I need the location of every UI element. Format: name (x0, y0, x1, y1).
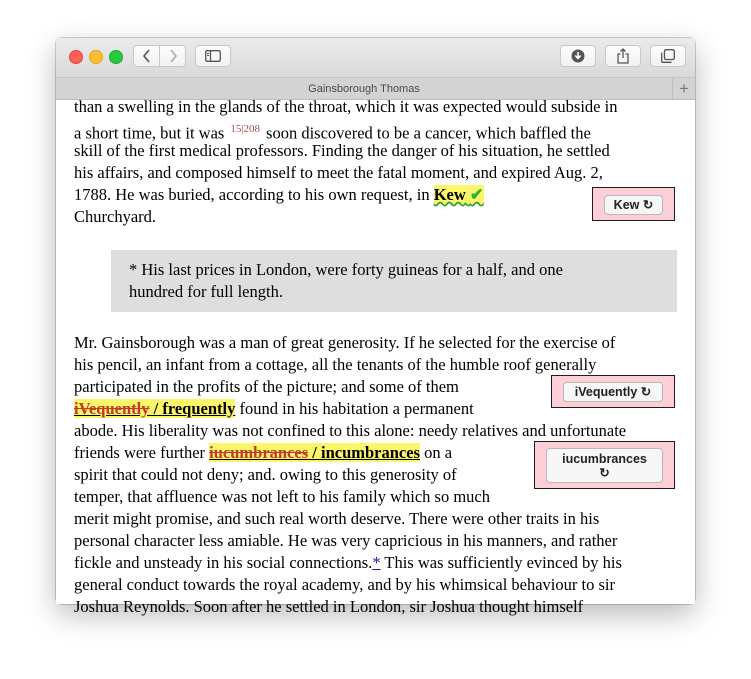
text-line: merit might promise, and such real worth deserve. There were other traits in his (74, 509, 600, 528)
ocr-error-word: iucumbrances (209, 443, 309, 462)
text-line (74, 184, 484, 206)
correction-separator: / (308, 443, 321, 462)
text-line: temper, that affluence was not left to his family which so much (74, 487, 491, 506)
page-marker: 15|208 (230, 123, 261, 135)
text-fragment: 1788. He was buried, according to his own request, in (74, 185, 430, 204)
chevron-right-icon (168, 49, 178, 63)
navigation-buttons (133, 45, 186, 67)
share-button[interactable] (605, 45, 641, 67)
sidebar-icon (205, 50, 221, 62)
corrected-word: frequently (162, 399, 236, 418)
text-fragment: friends were further (74, 443, 210, 462)
page-number-right: 208 (243, 123, 261, 135)
corrected-word: incumbrances (321, 443, 420, 462)
text-line (74, 118, 591, 143)
text-line (74, 552, 622, 574)
text-line: than a swelling in the glands of the throat, which it was expected would subside in (74, 97, 618, 116)
revert-button-label: iucumbrances (562, 452, 647, 466)
ocr-error-word: iVequently (74, 399, 150, 418)
correction-frequently[interactable] (74, 399, 235, 418)
forward-button[interactable] (160, 46, 185, 66)
minimize-window-button[interactable] (89, 50, 103, 64)
text-line: his pencil, an infant from a cottage, all the tenants of the humble roof generally (74, 355, 597, 374)
back-button[interactable] (134, 46, 160, 66)
share-icon (616, 48, 630, 64)
text-line: personal character less amiable. He was very capricious in his manners, and rather (74, 531, 618, 550)
text-line (74, 442, 452, 464)
text-line: Joshua Reynolds. Soon after he settled in London, sir Joshua thought himself (74, 597, 584, 616)
text-line: participated in the profits of the picture; and some of them (74, 377, 459, 396)
word-kew: Kew (433, 185, 466, 204)
text-line: skill of the first medical professors. Finding the danger of his situation, he settled (74, 141, 610, 160)
footnote-line: * His last prices in London, were forty guineas for a half, and one (129, 260, 563, 279)
revert-button-kew[interactable]: Kew ↻ (604, 195, 663, 215)
tab-gainsborough-thomas[interactable]: Gainsborough Thomas (56, 78, 673, 100)
check-icon: ✔ (469, 185, 484, 204)
footnote-box (111, 250, 677, 312)
toolbar (56, 38, 695, 78)
text-fragment: a short time, but it was (74, 123, 225, 143)
text-fragment: soon discovered to be a cancer, which baffled the (266, 123, 591, 143)
browser-window (56, 38, 695, 616)
text-line: spirit that could not deny; and. owing to this generosity of (74, 465, 457, 484)
text-line: abode. His liberality was not confined to this alone: needy relatives and unfortunate (74, 421, 627, 440)
review-box-kew (592, 187, 675, 221)
text-fragment: found in his habitation a permanent (235, 399, 474, 418)
text-line: Churchyard. (74, 207, 157, 226)
review-box-iucumbrances (534, 441, 675, 489)
text-line: general conduct towards the royal academy, and by his whimsical behaviour to sir (74, 575, 615, 594)
download-icon (571, 49, 585, 63)
downloads-button[interactable] (560, 45, 596, 67)
page-number-left: 15 (230, 123, 242, 135)
sidebar-button[interactable] (195, 45, 231, 67)
page-content (56, 97, 695, 616)
tabs-overview-icon (661, 49, 675, 63)
refresh-icon: ↻ (599, 466, 610, 480)
highlighted-word-kew[interactable] (434, 185, 484, 204)
chevron-left-icon (142, 49, 152, 63)
text-line: his affairs, and composed himself to meet the fatal moment, and expired Aug. 2, (74, 163, 603, 182)
close-window-button[interactable] (69, 50, 83, 64)
text-fragment: on a (420, 443, 453, 462)
footnote-link[interactable]: * (372, 553, 381, 572)
review-box-ivequently (551, 375, 675, 408)
revert-button-ivequently[interactable]: iVequently ↻ (563, 382, 663, 402)
text-fragment: fickle and unsteady in his social connections. (74, 553, 373, 572)
revert-button-iucumbrances[interactable] (546, 448, 663, 483)
new-tab-button[interactable]: + (679, 79, 689, 98)
zoom-window-button[interactable] (109, 50, 123, 64)
tabs-overview-button[interactable] (650, 45, 686, 67)
correction-separator: / (149, 399, 163, 418)
footnote-line: hundred for full length. (129, 282, 283, 301)
text-line: Mr. Gainsborough was a man of great generosity. If he selected for the exercise of (74, 333, 616, 352)
correction-incumbrances[interactable] (209, 443, 420, 462)
text-fragment: This was sufficiently evinced by his (380, 553, 622, 572)
text-line (74, 398, 474, 420)
